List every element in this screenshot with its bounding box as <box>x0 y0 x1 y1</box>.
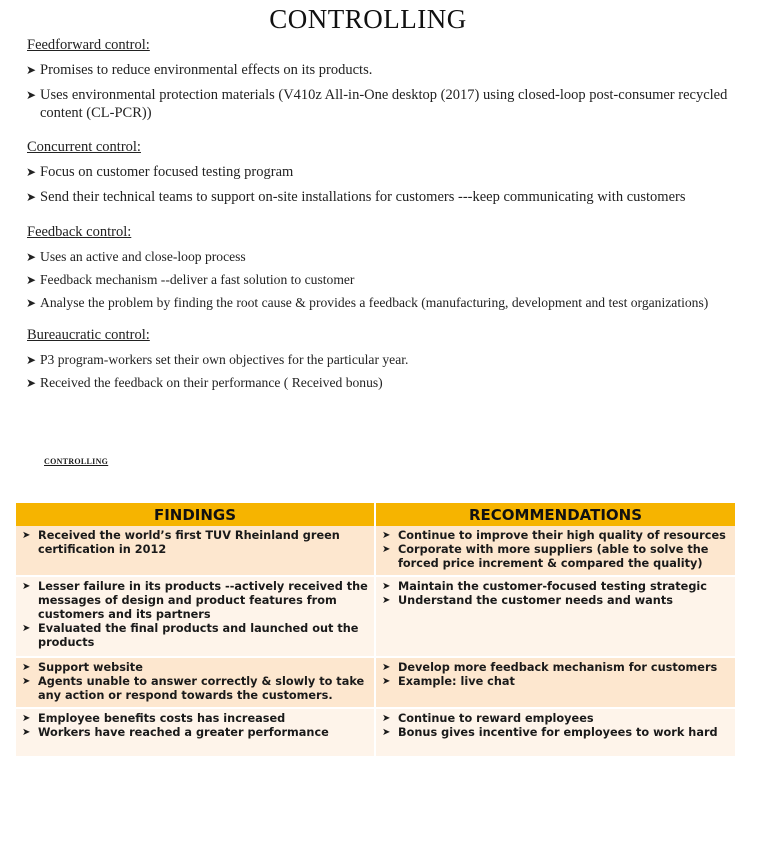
arrow-bullet-icon: ➤ <box>22 662 31 673</box>
arrow-bullet-icon: ➤ <box>382 676 391 687</box>
bullet-item <box>26 188 760 206</box>
item-text: Evaluated the final products and launched out the products <box>38 622 359 649</box>
list-item <box>22 661 368 675</box>
item-text: Corporate with more suppliers (able to solve the forced price increment & compared the quality) <box>398 543 709 570</box>
section-heading: Bureaucratic control: <box>27 327 150 343</box>
mini-title: CONTROLLING <box>44 457 109 466</box>
recommendations-cell <box>375 526 735 576</box>
recommendations-cell <box>375 657 735 708</box>
findings-cell <box>16 576 375 657</box>
item-text: Bonus gives incentive for employees to work hard <box>398 726 718 739</box>
arrow-bullet-icon: ➤ <box>382 713 391 724</box>
bullet-text: P3 program-workers set their own objectives for the particular year. <box>40 352 409 367</box>
bullet-text: Uses environmental protection materials (V410z All-in-One desktop (2017) using closed-loop post-consumer recycled content (CL-PCR)) <box>40 87 728 121</box>
item-text: Support website <box>38 661 143 674</box>
item-text: Lesser failure in its products --actively received the messages of design and product features from customers and its partners <box>38 580 368 621</box>
findings-cell <box>16 657 375 708</box>
arrow-bullet-icon: ➤ <box>382 530 391 541</box>
bullet-item <box>26 294 760 312</box>
arrow-bullet-icon: ➤ <box>26 250 37 264</box>
arrow-bullet-icon: ➤ <box>382 595 391 606</box>
list-item <box>382 712 729 726</box>
arrow-bullet-icon: ➤ <box>26 88 37 102</box>
bullet-item <box>26 61 760 79</box>
section-feedback <box>26 224 760 317</box>
item-text: Agents unable to answer correctly & slowly to take any action or respond towards the customers. <box>38 675 365 702</box>
list-item <box>22 622 368 650</box>
table-row <box>16 526 735 576</box>
list-item <box>22 726 368 740</box>
bullet-item <box>26 271 760 289</box>
section-bureaucratic <box>26 327 760 397</box>
list-item <box>382 726 729 740</box>
table-header-row <box>16 503 735 526</box>
section-concurrent <box>26 139 760 213</box>
arrow-bullet-icon: ➤ <box>22 530 31 541</box>
bullet-item <box>26 374 760 392</box>
recommendations-cell <box>375 576 735 657</box>
arrow-bullet-icon: ➤ <box>26 353 37 367</box>
item-text: Workers have reached a greater performance <box>38 726 329 739</box>
bullet-item <box>26 248 760 266</box>
findings-cell <box>16 526 375 576</box>
arrow-bullet-icon: ➤ <box>22 713 31 724</box>
item-text: Maintain the customer-focused testing strategic <box>398 580 707 593</box>
section-feedforward <box>26 37 760 129</box>
recommendations-header: RECOMMENDATIONS <box>375 503 735 526</box>
table-row <box>16 708 735 756</box>
list-item <box>22 675 368 703</box>
bullet-text: Feedback mechanism --deliver a fast solution to customer <box>40 272 355 287</box>
list-item <box>382 529 729 543</box>
list-item <box>22 580 368 622</box>
bullet-item <box>26 86 760 122</box>
arrow-bullet-icon: ➤ <box>22 676 31 687</box>
arrow-bullet-icon: ➤ <box>26 296 37 310</box>
bullet-item <box>26 163 760 181</box>
item-text: Example: live chat <box>398 675 515 688</box>
arrow-bullet-icon: ➤ <box>26 273 37 287</box>
arrow-bullet-icon: ➤ <box>26 63 37 77</box>
table-row <box>16 657 735 708</box>
arrow-bullet-icon: ➤ <box>382 727 391 738</box>
bullet-text: Promises to reduce environmental effects on its products. <box>40 62 373 78</box>
bullet-text: Uses an active and close-loop process <box>40 249 246 264</box>
findings-header: FINDINGS <box>16 503 375 526</box>
list-item <box>382 594 729 608</box>
list-item <box>382 580 729 594</box>
recommendations-cell <box>375 708 735 756</box>
arrow-bullet-icon: ➤ <box>382 581 391 592</box>
bullet-text: Send their technical teams to support on-site installations for customers ---keep communicating with customers <box>40 189 686 205</box>
item-text: Continue to reward employees <box>398 712 594 725</box>
findings-cell <box>16 708 375 756</box>
findings-recommendations-table <box>16 503 735 756</box>
section-heading: Feedforward control: <box>27 37 150 53</box>
item-text: Develop more feedback mechanism for customers <box>398 661 718 674</box>
item-text: Continue to improve their high quality of resources <box>398 529 726 542</box>
list-item <box>382 661 729 675</box>
section-heading: Feedback control: <box>27 224 132 240</box>
arrow-bullet-icon: ➤ <box>382 662 391 673</box>
arrow-bullet-icon: ➤ <box>26 165 37 179</box>
bullet-item <box>26 351 760 369</box>
list-item <box>382 675 729 689</box>
arrow-bullet-icon: ➤ <box>26 190 37 204</box>
list-item <box>382 543 729 571</box>
bullet-text: Analyse the problem by finding the root cause & provides a feedback (manufacturing, development and test organizations) <box>40 295 709 310</box>
page-title: CONTROLLING <box>269 4 467 34</box>
arrow-bullet-icon: ➤ <box>22 581 31 592</box>
item-text: Employee benefits costs has increased <box>38 712 286 725</box>
bullet-text: Received the feedback on their performance ( Received bonus) <box>40 375 383 390</box>
list-item <box>22 529 368 557</box>
arrow-bullet-icon: ➤ <box>26 376 37 390</box>
arrow-bullet-icon: ➤ <box>22 623 31 634</box>
item-text: Understand the customer needs and wants <box>398 594 673 607</box>
table-row <box>16 576 735 657</box>
list-item <box>22 712 368 726</box>
arrow-bullet-icon: ➤ <box>382 544 391 555</box>
item-text: Received the world’s first TUV Rheinland green certification in 2012 <box>38 529 340 556</box>
section-heading: Concurrent control: <box>27 139 141 155</box>
arrow-bullet-icon: ➤ <box>22 727 31 738</box>
bullet-text: Focus on customer focused testing program <box>40 164 294 180</box>
